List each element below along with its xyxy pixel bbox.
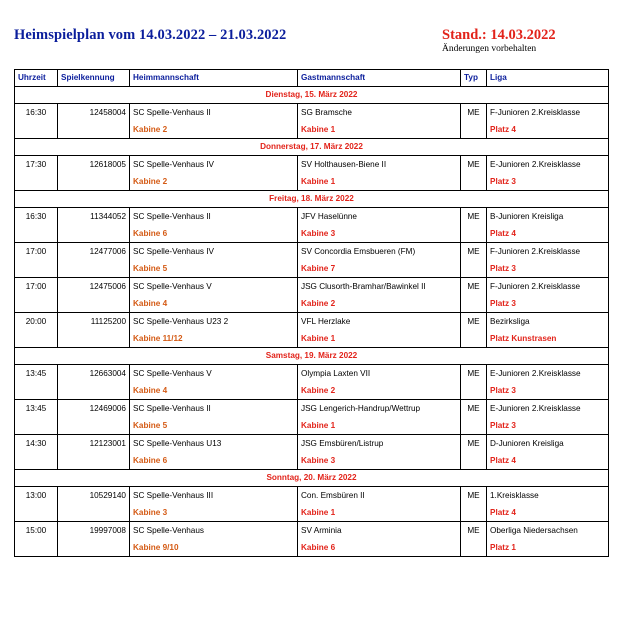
cabin-row-spacer [461, 452, 487, 470]
cabin-row-spacer [461, 330, 487, 348]
cabin-row-spacer [58, 330, 130, 348]
header-typ: Typ [461, 70, 487, 87]
game-id: 12477006 [58, 243, 130, 261]
header-gastmannschaft: Gastmannschaft [298, 70, 461, 87]
guest-cabin: Kabine 1 [298, 330, 461, 348]
schedule-table [14, 69, 609, 557]
kickoff-time: 13:45 [15, 400, 58, 418]
game-type: ME [461, 313, 487, 331]
kickoff-time: 14:30 [15, 435, 58, 453]
league: F-Junioren 2.Kreisklasse [487, 243, 609, 261]
cabin-row-spacer [461, 225, 487, 243]
cabin-row-spacer [58, 260, 130, 278]
pitch: Platz 4 [487, 504, 609, 522]
home-team: SC Spelle-Venhaus II [130, 400, 298, 418]
guest-team: SV Arminia [298, 522, 461, 540]
league: 1.Kreisklasse [487, 487, 609, 505]
cabin-row-spacer [58, 504, 130, 522]
cabin-row-spacer [461, 173, 487, 191]
pitch: Platz 3 [487, 417, 609, 435]
kickoff-time: 16:30 [15, 208, 58, 226]
page-title: Heimspielplan vom 14.03.2022 – 21.03.2022 [14, 27, 287, 43]
game-row [15, 487, 609, 505]
kickoff-time: 15:00 [15, 522, 58, 540]
home-cabin: Kabine 5 [130, 260, 298, 278]
game-id: 12663004 [58, 365, 130, 383]
cabin-row-spacer [15, 504, 58, 522]
guest-team: Con. Emsbüren II [298, 487, 461, 505]
cabin-row-spacer [15, 260, 58, 278]
day-label: Freitag, 18. März 2022 [15, 191, 609, 208]
stand-date: Stand.: 14.03.2022 [442, 27, 556, 43]
game-type: ME [461, 487, 487, 505]
game-row [15, 208, 609, 226]
game-type: ME [461, 400, 487, 418]
pitch: Platz 3 [487, 295, 609, 313]
game-type: ME [461, 208, 487, 226]
game-row [15, 243, 609, 261]
game-id: 11344052 [58, 208, 130, 226]
cabin-row-spacer [58, 452, 130, 470]
guest-cabin: Kabine 1 [298, 504, 461, 522]
guest-cabin: Kabine 1 [298, 417, 461, 435]
game-row [15, 365, 609, 383]
pitch: Platz 4 [487, 121, 609, 139]
home-team: SC Spelle-Venhaus [130, 522, 298, 540]
league: E-Junioren 2.Kreisklasse [487, 156, 609, 174]
league: F-Junioren 2.Kreisklasse [487, 104, 609, 122]
day-label: Samstag, 19. März 2022 [15, 348, 609, 365]
pitch: Platz 1 [487, 539, 609, 557]
home-cabin: Kabine 4 [130, 295, 298, 313]
cabin-row-spacer [58, 121, 130, 139]
cabin-row-spacer [15, 295, 58, 313]
league: F-Junioren 2.Kreisklasse [487, 278, 609, 296]
guest-cabin: Kabine 2 [298, 295, 461, 313]
pitch: Platz Kunstrasen [487, 330, 609, 348]
cabin-row-spacer [15, 539, 58, 557]
game-row [15, 400, 609, 418]
cabin-row [15, 260, 609, 278]
kickoff-time: 17:30 [15, 156, 58, 174]
game-type: ME [461, 365, 487, 383]
header-liga: Liga [487, 70, 609, 87]
cabin-row-spacer [461, 504, 487, 522]
game-row [15, 156, 609, 174]
cabin-row-spacer [58, 382, 130, 400]
game-type: ME [461, 243, 487, 261]
cabin-row-spacer [461, 382, 487, 400]
day-label: Dienstag, 15. März 2022 [15, 87, 609, 104]
cabin-row-spacer [461, 121, 487, 139]
cabin-row-spacer [58, 295, 130, 313]
kickoff-time: 16:30 [15, 104, 58, 122]
game-row [15, 435, 609, 453]
game-id: 19997008 [58, 522, 130, 540]
pitch: Platz 3 [487, 382, 609, 400]
guest-team: JSG Lengerich-Handrup/Wettrup [298, 400, 461, 418]
game-type: ME [461, 522, 487, 540]
cabin-row [15, 382, 609, 400]
cabin-row-spacer [15, 330, 58, 348]
home-team: SC Spelle-Venhaus U23 2 [130, 313, 298, 331]
day-header-row [15, 348, 609, 365]
cabin-row-spacer [15, 121, 58, 139]
league: B-Junioren Kreisliga [487, 208, 609, 226]
changes-note: Änderungen vorbehalten [442, 44, 537, 54]
home-cabin: Kabine 9/10 [130, 539, 298, 557]
cabin-row-spacer [58, 225, 130, 243]
cabin-row [15, 225, 609, 243]
cabin-row-spacer [58, 539, 130, 557]
guest-cabin: Kabine 1 [298, 121, 461, 139]
cabin-row-spacer [58, 417, 130, 435]
game-type: ME [461, 435, 487, 453]
home-team: SC Spelle-Venhaus IV [130, 243, 298, 261]
pitch: Platz 4 [487, 452, 609, 470]
table-header-row [15, 70, 609, 87]
home-cabin: Kabine 4 [130, 382, 298, 400]
guest-team: Olympia Laxten VII [298, 365, 461, 383]
pitch: Platz 3 [487, 173, 609, 191]
guest-cabin: Kabine 7 [298, 260, 461, 278]
kickoff-time: 20:00 [15, 313, 58, 331]
cabin-row-spacer [15, 173, 58, 191]
home-cabin: Kabine 2 [130, 121, 298, 139]
game-id: 12458004 [58, 104, 130, 122]
home-team: SC Spelle-Venhaus U13 [130, 435, 298, 453]
game-type: ME [461, 278, 487, 296]
game-id: 12123001 [58, 435, 130, 453]
pitch: Platz 3 [487, 260, 609, 278]
cabin-row-spacer [15, 382, 58, 400]
game-id: 11125200 [58, 313, 130, 331]
home-team: SC Spelle-Venhaus II [130, 104, 298, 122]
kickoff-time: 13:00 [15, 487, 58, 505]
guest-cabin: Kabine 3 [298, 225, 461, 243]
guest-team: JSG Clusorth-Bramhar/Bawinkel II [298, 278, 461, 296]
home-cabin: Kabine 6 [130, 225, 298, 243]
pitch: Platz 4 [487, 225, 609, 243]
game-type: ME [461, 104, 487, 122]
home-team: SC Spelle-Venhaus III [130, 487, 298, 505]
home-cabin: Kabine 2 [130, 173, 298, 191]
cabin-row-spacer [15, 452, 58, 470]
day-label: Donnerstag, 17. März 2022 [15, 139, 609, 156]
day-label: Sonntag, 20. März 2022 [15, 470, 609, 487]
game-row [15, 278, 609, 296]
game-id: 12475006 [58, 278, 130, 296]
league: E-Junioren 2.Kreisklasse [487, 400, 609, 418]
cabin-row [15, 452, 609, 470]
header-heimmannschaft: Heimmannschaft [130, 70, 298, 87]
cabin-row-spacer [461, 417, 487, 435]
league: Oberliga Niedersachsen [487, 522, 609, 540]
game-row [15, 104, 609, 122]
game-row [15, 313, 609, 331]
cabin-row-spacer [461, 539, 487, 557]
league: Bezirksliga [487, 313, 609, 331]
league: E-Junioren 2.Kreisklasse [487, 365, 609, 383]
cabin-row [15, 504, 609, 522]
home-team: SC Spelle-Venhaus II [130, 208, 298, 226]
day-header-row [15, 87, 609, 104]
cabin-row [15, 330, 609, 348]
game-id: 12618005 [58, 156, 130, 174]
cabin-row [15, 295, 609, 313]
guest-team: SG Bramsche [298, 104, 461, 122]
home-cabin: Kabine 6 [130, 452, 298, 470]
cabin-row [15, 121, 609, 139]
cabin-row-spacer [58, 173, 130, 191]
home-cabin: Kabine 11/12 [130, 330, 298, 348]
game-row [15, 522, 609, 540]
cabin-row-spacer [15, 225, 58, 243]
guest-cabin: Kabine 6 [298, 539, 461, 557]
day-header-row [15, 191, 609, 208]
day-header-row [15, 470, 609, 487]
home-team: SC Spelle-Venhaus IV [130, 156, 298, 174]
guest-cabin: Kabine 2 [298, 382, 461, 400]
guest-team: JSG Emsbüren/Listrup [298, 435, 461, 453]
guest-team: SV Holthausen-Biene II [298, 156, 461, 174]
guest-cabin: Kabine 1 [298, 173, 461, 191]
guest-team: VFL Herzlake [298, 313, 461, 331]
league: D-Junioren Kreisliga [487, 435, 609, 453]
cabin-row-spacer [461, 260, 487, 278]
cabin-row [15, 539, 609, 557]
home-team: SC Spelle-Venhaus V [130, 278, 298, 296]
cabin-row-spacer [461, 295, 487, 313]
kickoff-time: 17:00 [15, 278, 58, 296]
header-spielkennung: Spielkennung [58, 70, 130, 87]
day-header-row [15, 139, 609, 156]
cabin-row [15, 417, 609, 435]
home-cabin: Kabine 3 [130, 504, 298, 522]
header-uhrzeit: Uhrzeit [15, 70, 58, 87]
guest-cabin: Kabine 3 [298, 452, 461, 470]
guest-team: SV Concordia Emsbueren (FM) [298, 243, 461, 261]
home-team: SC Spelle-Venhaus V [130, 365, 298, 383]
guest-team: JFV Haselünne [298, 208, 461, 226]
cabin-row [15, 173, 609, 191]
kickoff-time: 13:45 [15, 365, 58, 383]
kickoff-time: 17:00 [15, 243, 58, 261]
game-type: ME [461, 156, 487, 174]
home-cabin: Kabine 5 [130, 417, 298, 435]
game-id: 12469006 [58, 400, 130, 418]
schedule-body [15, 87, 609, 557]
cabin-row-spacer [15, 417, 58, 435]
game-id: 10529140 [58, 487, 130, 505]
